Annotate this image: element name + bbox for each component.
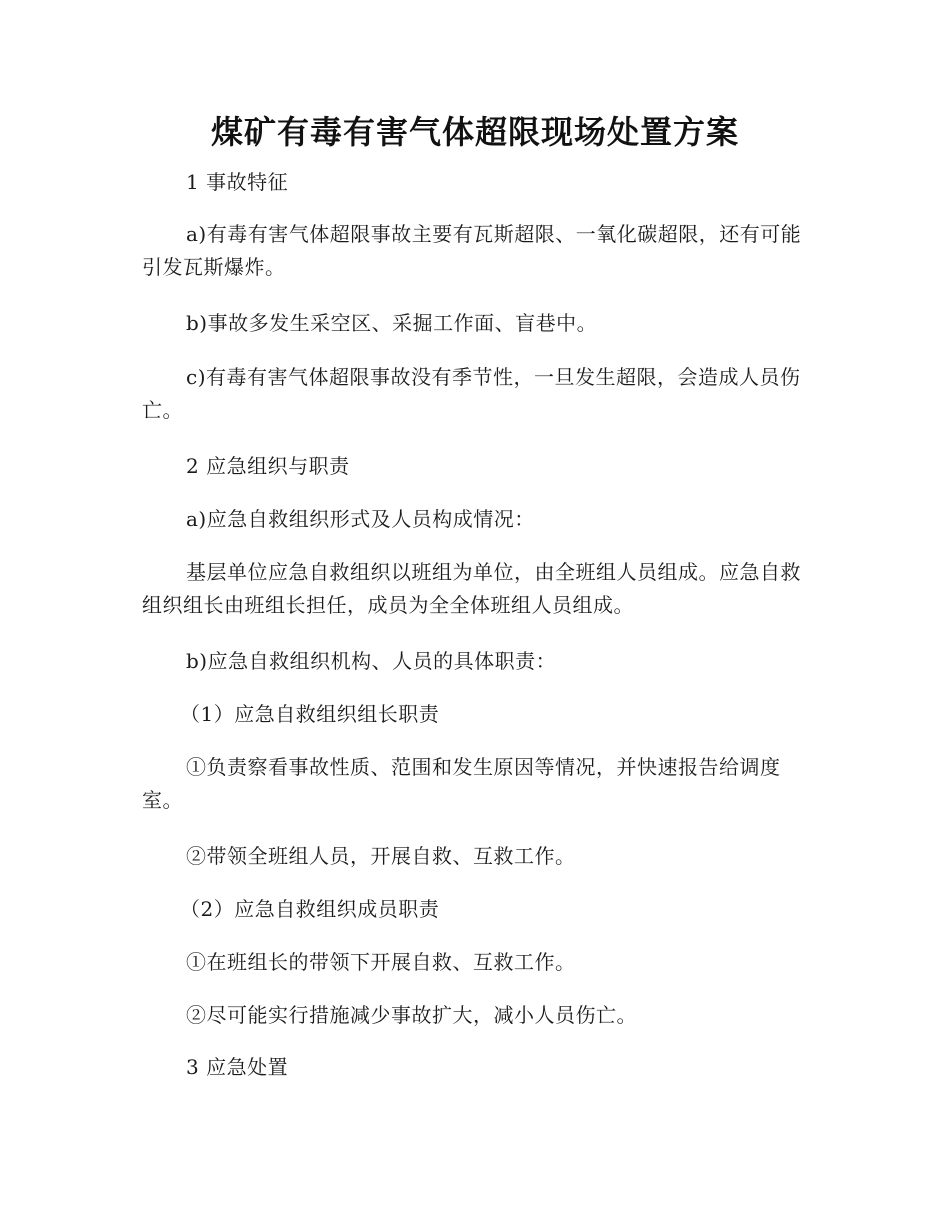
paragraph-1c: c)有毒有害气体超限事故没有季节性，一旦发生超限，会造成人员伤亡。 xyxy=(142,365,801,422)
paragraph-1b: b)事故多发生采空区、采掘工作面、盲巷中。 xyxy=(186,311,598,335)
paragraph-1a: a)有毒有害气体超限事故主要有瓦斯超限、一氧化碳超限，还有可能引发瓦斯爆炸。 xyxy=(142,222,802,279)
list-item-member-2: ②尽可能实行措施减少事故扩大，减小人员伤亡。 xyxy=(186,1003,637,1027)
document-title: 煤矿有毒有害气体超限现场处置方案 xyxy=(210,113,739,151)
list-item-member-1: ①在班组长的带领下开展自救、互救工作。 xyxy=(186,950,576,974)
paragraph-2b: b)应急自救组织机构、人员的具体职责： xyxy=(186,649,557,673)
list-item-leader-2: ②带领全班组人员，开展自救、互救工作。 xyxy=(186,844,576,868)
section-heading-3: 3 应急处置 xyxy=(186,1055,289,1079)
section-heading-2: 2 应急组织与职责 xyxy=(186,454,350,478)
paragraph-2a: a)应急自救组织形式及人员构成情况： xyxy=(186,507,535,531)
section-heading-1: 1 事故特征 xyxy=(186,170,289,194)
subheading-leader-duties: （1）应急自救组织组长职责 xyxy=(180,702,440,726)
subheading-member-duties: （2）应急自救组织成员职责 xyxy=(180,897,440,921)
list-item-leader-1: ①负责察看事故性质、范围和发生原因等情况，并快速报告给调度室。 xyxy=(142,755,781,812)
paragraph-2a-body: 基层单位应急自救组织以班组为单位，由全班组人员组成。应急自救组织组长由班组长担任，成员为全全体班组人员组成。 xyxy=(142,560,801,617)
